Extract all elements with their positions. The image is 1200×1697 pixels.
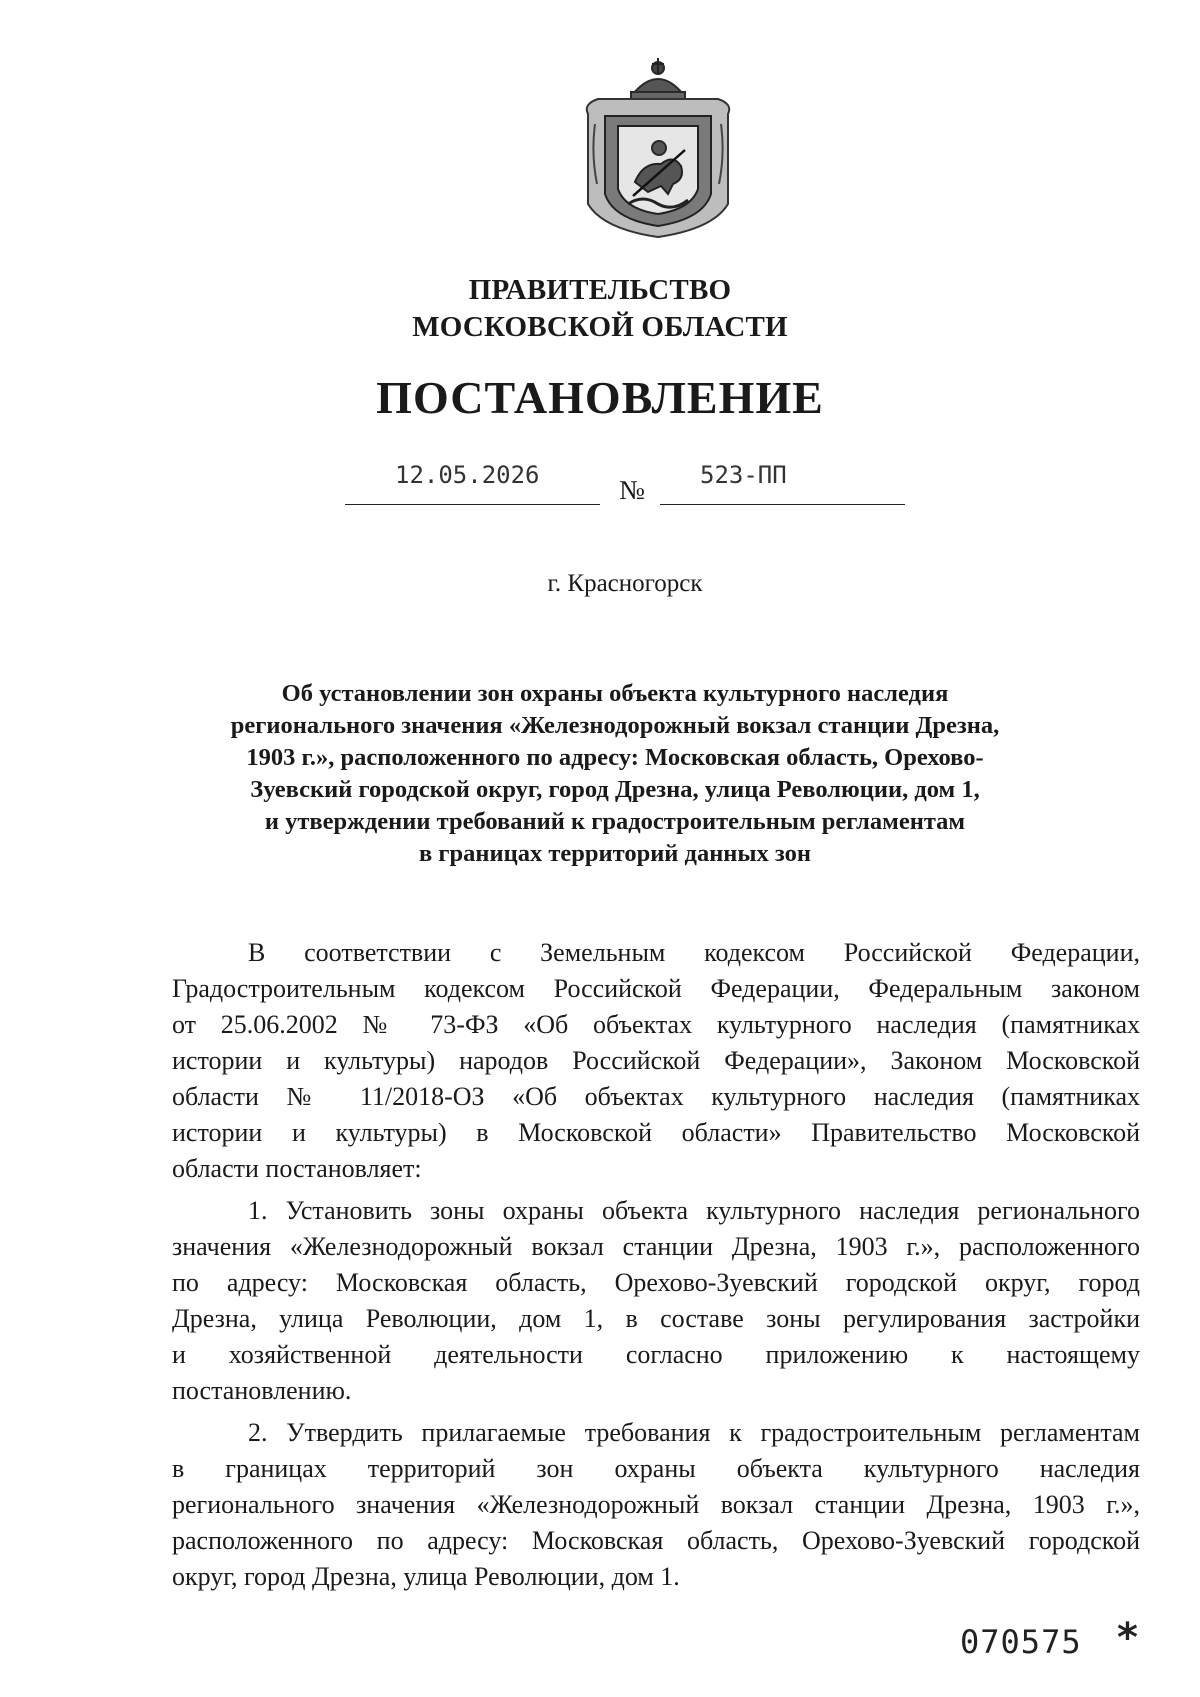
item-1-line: по адресу: Московская область, Орехово-Зуевский городской округ, город xyxy=(172,1268,1140,1297)
asterisk-mark: * xyxy=(1117,1615,1138,1661)
decree-date: 12.05.2026 xyxy=(395,461,540,489)
item-2-line: округ, город Дрезна, улица Революции, дом 1. xyxy=(172,1562,680,1591)
preamble-line: истории и культуры) народов Российской Федерации», Законом Московской xyxy=(172,1046,1140,1075)
decree-title-line: и утверждении требований к градостроительным регламентам xyxy=(264,808,966,835)
preamble-line: Градостроительным кодексом Российской Федерации, Федеральным законом xyxy=(172,974,1140,1003)
number-underline xyxy=(660,504,905,505)
item-2-line: расположенного по адресу: Московская область, Орехово-Зуевский городской xyxy=(172,1526,1140,1555)
form-serial-number: 070575 xyxy=(960,1623,1082,1661)
item-1-line: 1. Установить зоны охраны объекта культурного наследия регионального xyxy=(248,1196,1140,1225)
decree-title-line: 1903 г.», расположенного по адресу: Московская область, Орехово- xyxy=(246,744,984,771)
government-title-line2: МОСКОВСКОЙ ОБЛАСТИ xyxy=(412,311,788,343)
item-2-line: в границах территорий зон охраны объекта культурного наследия xyxy=(172,1454,1140,1483)
decree-title-line: в границах территорий данных зон xyxy=(419,840,811,867)
decree-number: 523-ПП xyxy=(700,461,787,489)
item-1-line: постановлению. xyxy=(172,1376,352,1405)
item-2-line: регионального значения «Железнодорожный вокзал станции Дрезна, 1903 г.», xyxy=(172,1490,1140,1519)
decree-title-line: Об установлении зон охраны объекта культурного наследия xyxy=(281,680,949,707)
coat-of-arms-icon xyxy=(573,54,743,242)
city-of-issue: г. Красногорск xyxy=(547,570,703,597)
preamble-line: области № 11/2018-ОЗ «Об объектах культурного наследия (памятниках xyxy=(172,1082,1140,1111)
item-1-line: и хозяйственной деятельности согласно приложению к настоящему xyxy=(172,1340,1140,1369)
preamble-line: области постановляет: xyxy=(172,1154,422,1183)
decree-title-line: Зуевский городской округ, город Дрезна, улица Революции, дом 1, xyxy=(250,776,980,803)
government-title-line1: ПРАВИТЕЛЬСТВО xyxy=(468,274,732,306)
preamble-line: истории и культуры) в Московской области» Правительство Московской xyxy=(172,1118,1140,1147)
decree-title-line: регионального значения «Железнодорожный вокзал станции Дрезна, xyxy=(230,712,1000,739)
item-1-line: значения «Железнодорожный вокзал станции Дрезна, 1903 г.», расположенного xyxy=(172,1232,1140,1261)
date-underline xyxy=(345,504,600,505)
item-1-line: Дрезна, улица Революции, дом 1, в составе зоны регулирования застройки xyxy=(172,1304,1140,1333)
document-type-heading: ПОСТАНОВЛЕНИЕ xyxy=(376,372,824,423)
item-2-line: 2. Утвердить прилагаемые требования к градостроительным регламентам xyxy=(248,1418,1140,1447)
preamble-line: В соответствии с Земельным кодексом Российской Федерации, xyxy=(248,938,1140,967)
number-sign: № xyxy=(619,475,645,505)
preamble-line: от 25.06.2002 № 73-ФЗ «Об объектах культурного наследия (памятниках xyxy=(172,1010,1140,1039)
